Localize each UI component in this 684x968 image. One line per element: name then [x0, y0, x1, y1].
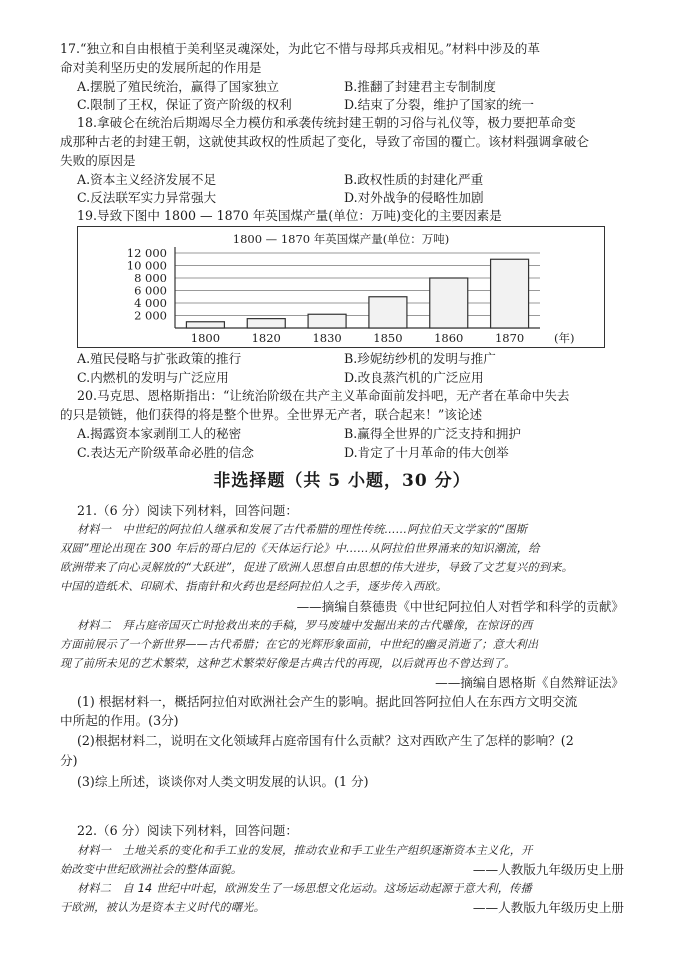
q22-material2-line2: 于欧洲，被认为是资本主义时代的曙光。 [60, 901, 265, 914]
q17-options-row1 [77, 78, 644, 95]
q21-sub2-line1: (2)根据材料二，说明在文化领域拜占庭帝国有什么贡献？这对西欧产生了怎样的影响？(2 [77, 733, 574, 748]
chart-y-tick-label: 8 000 [134, 271, 167, 285]
q22-stem: 22.（6 分）阅读下列材料，回答问题： [77, 823, 298, 838]
chart-y-tick-label: 12 000 [126, 246, 167, 260]
q19-stem: 19.导致下图中 1800 — 1870 年英国煤产量(单位：万吨)变化的主要因素是 [77, 208, 502, 223]
q19-option-a[interactable]: A.殖民侵略与扩张政策的推行 [77, 351, 242, 366]
chart-bar-1870 [491, 259, 529, 328]
q19-options-row2 [77, 369, 644, 386]
q21-material1-line2: 双圆”理论出现在 300 年后的哥白尼的《天体运行论》中……从阿拉伯世界涌来的知识潮流，给 [60, 542, 540, 555]
q21-sub1-line1: (1) 根据材料一，概括阿拉伯对欧洲社会产生的影响。据此回答阿拉伯人在东西方文明交流 [77, 694, 578, 709]
chart-x-tick-label: 1830 [312, 331, 342, 345]
q21-material1-line4: 中国的造纸术、印刷术、指南针和火药也是经阿拉伯人之手，逐步传入西欧。 [60, 580, 448, 593]
section-title: 非选择题（共 5 小题，30 分） [213, 471, 471, 491]
q17-stem-line2: 命对美利坚历史的发展所起的作用是 [60, 60, 262, 75]
q22-material1-line2: 始改变中世纪欧洲社会的整体面貌。 [60, 863, 243, 876]
q17-option-a[interactable]: A.摆脱了殖民统治，赢得了国家独立 [77, 79, 280, 94]
q21-sub1-line2: 中所起的作用。(3分) [60, 713, 179, 728]
q17-option-b[interactable]: B.推翻了封建君主专制制度 [344, 79, 496, 94]
chart-y-tick-label: 10 000 [126, 258, 167, 273]
q19-options-row1 [77, 350, 644, 367]
chart-x-unit-label: (年) [554, 331, 575, 345]
coal-output-chart [77, 226, 605, 348]
q20-stem-line1: 20.马克思、恩格斯指出：“让统治阶级在共产主义革命面前发抖吧，无产者在革命中失去 [77, 388, 570, 403]
q17-options-row2 [77, 96, 644, 113]
chart-bar-1830 [308, 314, 346, 328]
chart-y-tick-label: 2 000 [134, 308, 167, 323]
q18-stem-line1: 18.拿破仑在统治后期竭尽全力模仿和承袭传统封建王朝的习俗与礼仪等，极力要把革命变 [77, 115, 576, 130]
q18-option-d[interactable]: D.对外战争的侵略性加剧 [344, 190, 484, 205]
q22-material1-source: ——人教版九年级历史上册 [472, 862, 624, 877]
chart-y-tick-label: 4 000 [134, 296, 167, 310]
q20-option-c[interactable]: C.表达无产阶级革命必胜的信念 [77, 445, 254, 460]
chart-title: 1800 — 1870 年英国煤产量(单位：万吨) [232, 232, 450, 246]
q20-option-d[interactable]: D.肯定了十月革命的伟大创举 [344, 445, 509, 460]
q21-sub2-line2: 分) [60, 753, 78, 768]
chart-bar-1860 [430, 278, 468, 328]
chart-x-tick-label: 1870 [494, 331, 525, 345]
q21-material1-line1: 材料一 中世纪的阿拉伯人继承和发展了古代希腊的理性传统……阿拉伯天文学家的“图斯 [77, 523, 528, 536]
q22-material1-line1: 材料一 土地关系的变化和手工业的发展，推动农业和手工业生产组织逐渐资本主义化，开 [77, 844, 533, 857]
q21-material2-line1: 材料二 拜占庭帝国灭亡时抢救出来的手稿，罗马废墟中发掘出来的古代雕像，在惊讶的西 [77, 619, 533, 632]
chart-canvas [78, 227, 604, 347]
q18-options-row1 [77, 171, 644, 188]
q21-stem: 21.（6 分）阅读下列材料，回答问题： [77, 503, 298, 518]
q18-option-b[interactable]: B.政权性质的封建化严重 [344, 172, 484, 187]
q20-options-row2 [77, 444, 644, 461]
q22-material2-source: ——人教版九年级历史上册 [472, 900, 624, 915]
q18-option-a[interactable]: A.资本主义经济发展不足 [77, 172, 217, 187]
q17-option-c[interactable]: C.限制了王权，保证了资产阶级的权利 [77, 97, 292, 112]
q18-stem-line2: 成那种古老的封建王朝，这就使其政权的性质起了变化，导致了帝国的覆亡。该材料强调拿破仑 [60, 134, 589, 149]
q21-material2-line3: 现了前所未见的艺术繁荣，这种艺术繁荣好像是古典古代的再现，以后就再也不曾达到了。 [60, 657, 516, 670]
q20-option-a[interactable]: A.揭露资本家剥削工人的秘密 [77, 426, 242, 441]
q18-stem-line3: 失败的原因是 [60, 153, 136, 168]
q19-option-b[interactable]: B.珍妮纺纱机的发明与推广 [344, 351, 496, 366]
q20-options-row1 [77, 425, 644, 442]
q19-option-d[interactable]: D.改良蒸汽机的广泛应用 [344, 370, 484, 385]
chart-x-tick-label: 1860 [434, 331, 464, 345]
chart-bar-1820 [247, 319, 285, 328]
chart-bar-1800 [186, 322, 224, 328]
q18-option-c[interactable]: C.反法联军实力异常强大 [77, 190, 217, 205]
q18-options-row2 [77, 189, 644, 206]
chart-y-tick-label: 6 000 [134, 283, 167, 298]
chart-x-tick-label: 1820 [251, 331, 281, 345]
q20-option-b[interactable]: B.赢得全世界的广泛支持和拥护 [344, 426, 521, 441]
chart-x-tick-label: 1850 [373, 331, 403, 345]
q20-stem-line2: 的只是锁链，他们获得的将是整个世界。全世界无产者，联合起来！”该论述 [60, 407, 483, 422]
chart-bar-1850 [369, 297, 407, 328]
q21-material2-source: ——摘编自恩格斯《自然辩证法》 [435, 675, 624, 690]
q21-material1-line3: 欧洲带来了向心灵解放的“大跃进”，促进了欧洲人思想自由思想的伟大进步，导致了文艺复兴的到来。 [60, 561, 574, 574]
q21-sub3: (3)综上所述，谈谈你对人类文明发展的认识。(1 分) [77, 774, 369, 789]
q17-stem-line1: 17.“独立和自由根植于美利坚灵魂深处，为此它不惜与母邦兵戎相见。”材料中涉及的革 [60, 41, 540, 56]
q19-option-c[interactable]: C.内燃机的发明与广泛应用 [77, 370, 229, 385]
chart-x-tick-label: 1800 [190, 331, 221, 345]
q22-material2-line1: 材料二 自 14 世纪中叶起，欧洲发生了一场思想文化运动。这场运动起源于意大利，传播 [77, 882, 532, 895]
q21-material2-line2: 方面前展示了一个新世界——古代希腊；在它的光辉形象面前，中世纪的幽灵消逝了；意大利出 [60, 638, 539, 651]
q21-material1-source: ——摘编自蔡德贵《中世纪阿拉伯人对哲学和科学的贡献》 [296, 599, 624, 614]
q17-option-d[interactable]: D.结束了分裂，维护了国家的统一 [344, 97, 534, 112]
